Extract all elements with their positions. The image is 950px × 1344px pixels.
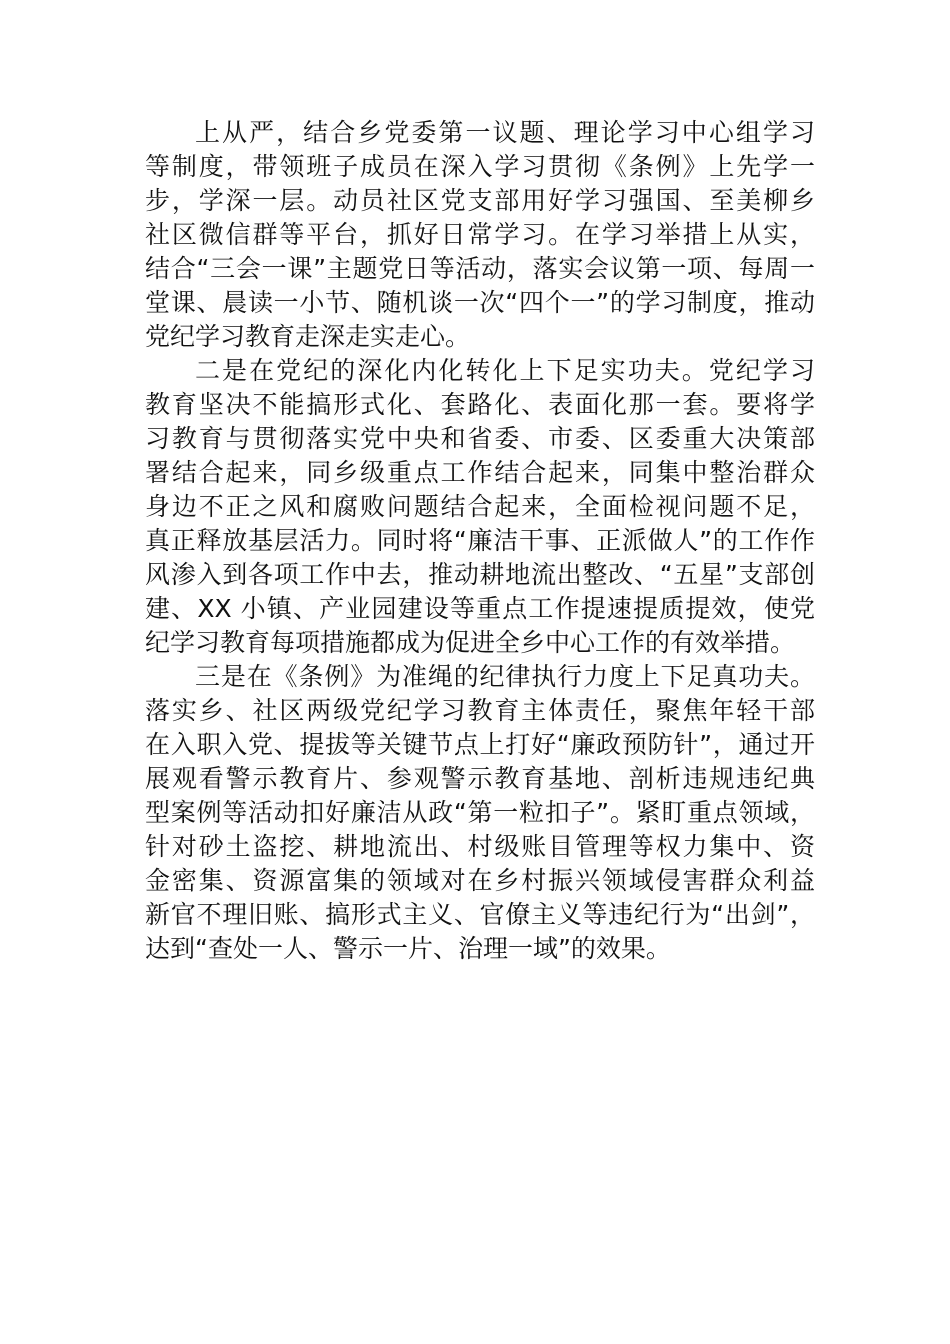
text-line: 建、XX 小镇、产业园建设等重点工作提速提质提效，使党 (145, 594, 815, 623)
text-line: 真正释放基层活力。同时将“廉洁干事、正派做人”的工作作 (145, 526, 815, 555)
text-line: 二是在党纪的深化内化转化上下足实功夫。党纪学习 (195, 356, 815, 385)
text-line: 达到“查处一人、警示一片、治理一域”的效果。 (145, 934, 671, 963)
text-line: 型案例等活动扣好廉洁从政“第一粒扣子”。紧盯重点领域， (145, 798, 815, 827)
text-line: 纪学习教育每项措施都成为促进全乡中心工作的有效举措。 (145, 628, 796, 657)
text-line: 在入职入党、提拔等关键节点上打好“廉政预防针”，通过开 (145, 730, 815, 759)
text-line: 步，学深一层。动员社区党支部用好学习强国、至美柳乡 (145, 186, 815, 215)
text-line: 展观看警示教育片、参观警示教育基地、剖析违规违纪典 (145, 764, 815, 793)
text-line: 落实乡、社区两级党纪学习教育主体责任，聚焦年轻干部 (145, 696, 815, 725)
text-line: 身边不正之风和腐败问题结合起来，全面检视问题不足， (145, 492, 815, 521)
text-line: 党纪学习教育走深走实走心。 (145, 322, 471, 351)
text-line: 三是在《条例》为准绳的纪律执行力度上下足真功夫。 (195, 662, 815, 691)
text-line: 习教育与贯彻落实党中央和省委、市委、区委重大决策部 (145, 424, 815, 453)
document-body (145, 116, 815, 966)
text-line: 新官不理旧账、搞形式主义、官僚主义等违纪行为“出剑”， (145, 900, 815, 929)
text-line: 署结合起来，同乡级重点工作结合起来，同集中整治群众 (145, 458, 815, 487)
text-line: 结合“三会一课”主题党日等活动，落实会议第一项、每周一 (145, 254, 815, 283)
text-line: 社区微信群等平台，抓好日常学习。在学习举措上从实， (145, 220, 815, 249)
text-line: 风渗入到各项工作中去，推动耕地流出整改、“五星”支部创 (145, 560, 815, 589)
text-line: 针对砂土盗挖、耕地流出、村级账目管理等权力集中、资 (145, 832, 815, 861)
text-line: 上从严，结合乡党委第一议题、理论学习中心组学习 (195, 118, 815, 147)
text-line: 等制度，带领班子成员在深入学习贯彻《条例》上先学一 (145, 152, 815, 181)
text-line: 金密集、资源富集的领域对在乡村振兴领域侵害群众利益 (145, 866, 815, 895)
text-line: 堂课、晨读一小节、随机谈一次“四个一”的学习制度，推动 (145, 288, 815, 317)
text-line: 教育坚决不能搞形式化、套路化、表面化那一套。要将学 (145, 390, 815, 419)
